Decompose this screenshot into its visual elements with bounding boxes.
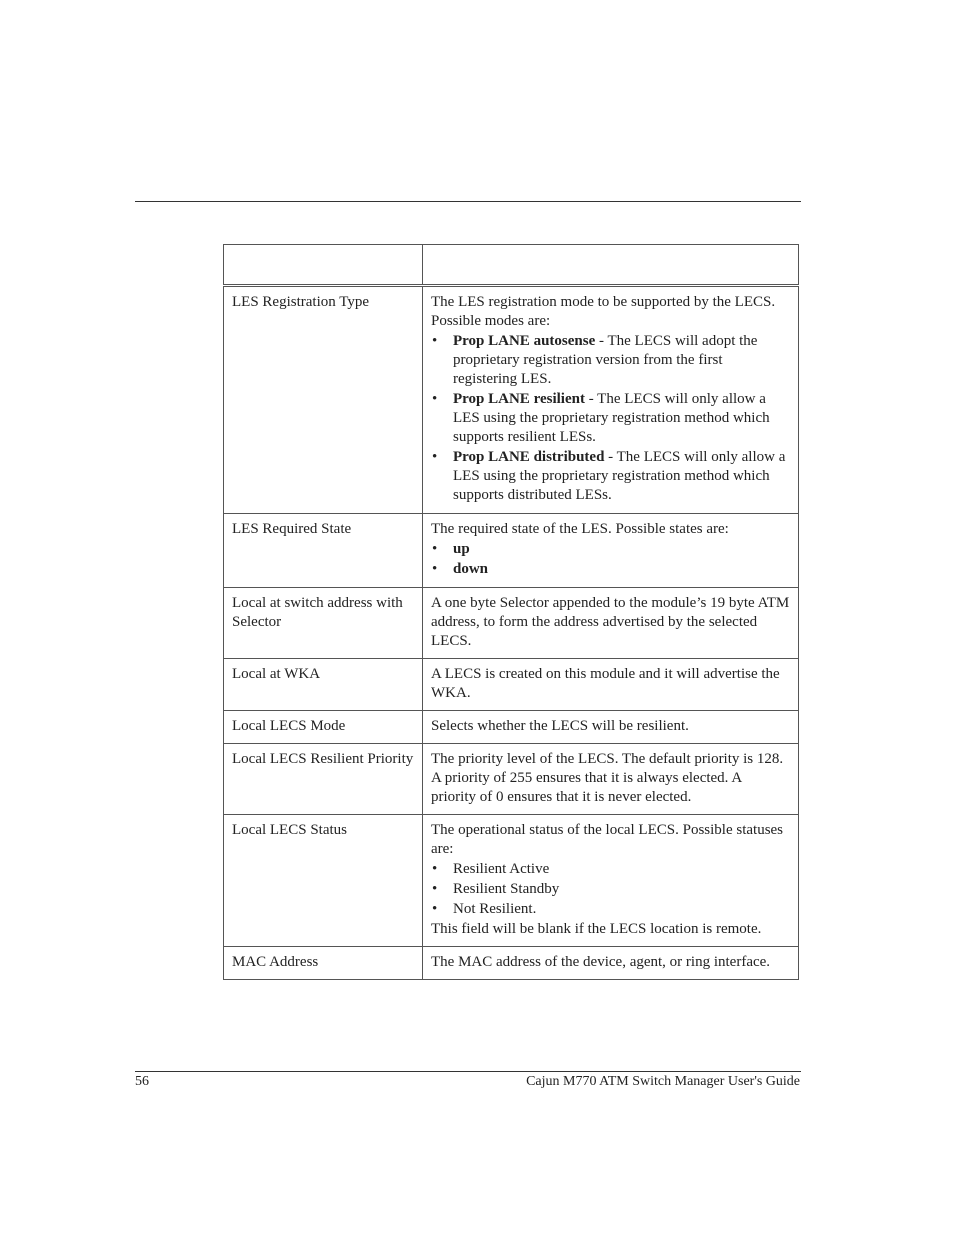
list-item bbox=[431, 332, 790, 389]
description-note: This field will be blank if the LECS location is remote. bbox=[431, 921, 762, 937]
list-item bbox=[431, 900, 790, 919]
table-row bbox=[224, 744, 799, 815]
page-number: 56 bbox=[135, 1074, 149, 1089]
bullet-icon: • bbox=[432, 449, 438, 465]
bullet-icon: • bbox=[432, 561, 438, 577]
table-header-row bbox=[224, 245, 799, 286]
header-cell-description bbox=[423, 245, 799, 286]
field-description: A one byte Selector appended to the module’s 19 byte ATM address, to form the address advertised by the selected LECS. bbox=[423, 588, 799, 659]
option-name: up bbox=[453, 541, 470, 557]
field-name: Local LECS Resilient Priority bbox=[224, 744, 423, 815]
table-row bbox=[224, 514, 799, 588]
status-name: Resilient Standby bbox=[453, 881, 560, 897]
list-item bbox=[431, 540, 790, 559]
description-text: The required state of the LES. Possible states are: bbox=[431, 521, 729, 537]
field-name: LES Required State bbox=[224, 514, 423, 588]
option-name: Prop LANE autosense bbox=[453, 333, 596, 349]
option-name: down bbox=[453, 561, 489, 577]
table-row bbox=[224, 815, 799, 947]
table-row bbox=[224, 659, 799, 711]
option-name: Prop LANE resilient bbox=[453, 391, 585, 407]
footer-rule bbox=[135, 1071, 801, 1072]
status-name: Not Resilient. bbox=[453, 901, 537, 917]
bullet-icon: • bbox=[432, 541, 438, 557]
field-name: Local at switch address with Selector bbox=[224, 588, 423, 659]
option-name: Prop LANE distributed bbox=[453, 449, 605, 465]
field-name: Local LECS Status bbox=[224, 815, 423, 947]
field-description bbox=[423, 815, 799, 947]
field-description: Selects whether the LECS will be resilient. bbox=[423, 711, 799, 744]
running-footer-title: Cajun M770 ATM Switch Manager User's Guide bbox=[526, 1074, 800, 1089]
option-list bbox=[431, 332, 790, 505]
description-text: The operational status of the local LECS. Possible statuses are: bbox=[431, 822, 784, 857]
field-name: Local LECS Mode bbox=[224, 711, 423, 744]
option-description: - The LECS will adopt the proprietary registration version from the first registering LES. bbox=[453, 333, 758, 387]
field-description: The MAC address of the device, agent, or ring interface. bbox=[423, 947, 799, 980]
field-description: The priority level of the LECS. The default priority is 128. A priority of 255 ensures that it is always elected. A priority of 0 ensures that it is never elected. bbox=[423, 744, 799, 815]
field-name: MAC Address bbox=[224, 947, 423, 980]
list-item bbox=[431, 390, 790, 447]
table-row bbox=[224, 588, 799, 659]
table-row bbox=[224, 711, 799, 744]
field-description bbox=[423, 514, 799, 588]
list-item bbox=[431, 448, 790, 505]
bullet-icon: • bbox=[432, 901, 438, 917]
header-cell-field bbox=[224, 245, 423, 286]
field-description: A LECS is created on this module and it will advertise the WKA. bbox=[423, 659, 799, 711]
field-description bbox=[423, 286, 799, 514]
header-rule bbox=[135, 201, 801, 202]
list-item bbox=[431, 880, 790, 899]
status-name: Resilient Active bbox=[453, 861, 550, 877]
field-name: Local at WKA bbox=[224, 659, 423, 711]
status-list bbox=[431, 860, 790, 919]
field-definition-table bbox=[223, 244, 799, 980]
table-row bbox=[224, 286, 799, 514]
bullet-icon: • bbox=[432, 861, 438, 877]
list-item bbox=[431, 560, 790, 579]
list-item bbox=[431, 860, 790, 879]
option-description: - The LECS will only allow a LES using the proprietary registration method which supports distributed LESs. bbox=[453, 449, 786, 503]
field-name: LES Registration Type bbox=[224, 286, 423, 514]
bullet-icon: • bbox=[432, 391, 438, 407]
option-description: - The LECS will only allow a LES using the proprietary registration method which supports resilient LESs. bbox=[453, 391, 770, 445]
bullet-icon: • bbox=[432, 881, 438, 897]
bullet-icon: • bbox=[432, 333, 438, 349]
option-list bbox=[431, 540, 790, 579]
description-text: The LES registration mode to be supported by the LECS. Possible modes are: bbox=[431, 294, 776, 329]
table-row bbox=[224, 947, 799, 980]
